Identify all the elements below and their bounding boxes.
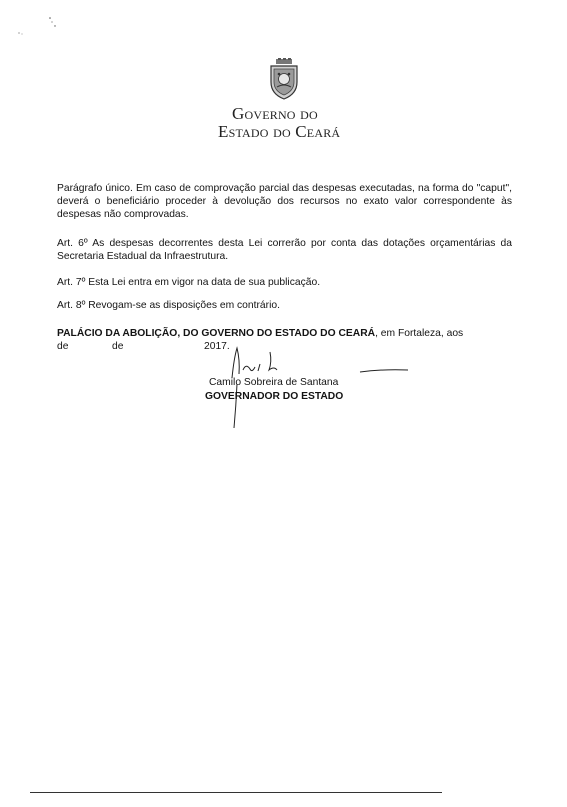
scan-specks: [10, 10, 70, 40]
palacio-rest: , em Fortaleza, aos: [375, 328, 464, 339]
paragrafo-unico: Parágrafo único. Em caso de comprovação parcial das despesas executadas, na forma do "caput", deverá o beneficiário proceder à devolução dos recursos no exato valor correspondente às despesas não comprovadas.: [57, 183, 512, 220]
header-estado: Estado do Ceará: [218, 122, 341, 141]
bottom-rule: [30, 792, 442, 793]
palacio-bold: PALÁCIO DA ABOLIÇÃO, DO GOVERNO DO ESTADO DO CEARÁ: [57, 328, 376, 339]
coat-of-arms-icon: [267, 58, 301, 100]
signatory-name: Camilo Sobreira de Santana: [209, 377, 339, 388]
date-year: 2017.: [204, 341, 230, 352]
date-de-1: de: [57, 341, 69, 352]
art-6: Art. 6º As despesas decorrentes desta Lei correrão por conta das dotações orçamentárias da Secretaria Estadual da Infraestrutura.: [57, 238, 512, 262]
header-governo: Governo do: [232, 104, 318, 123]
signatory-title: GOVERNADOR DO ESTADO: [205, 391, 344, 402]
art-7: Art. 7º Esta Lei entra em vigor na data de sua publicação.: [57, 277, 321, 288]
date-de-2: de: [112, 341, 124, 352]
art-8: Art. 8º Revogam-se as disposições em contrário.: [57, 300, 280, 311]
palacio-line: [57, 327, 512, 340]
